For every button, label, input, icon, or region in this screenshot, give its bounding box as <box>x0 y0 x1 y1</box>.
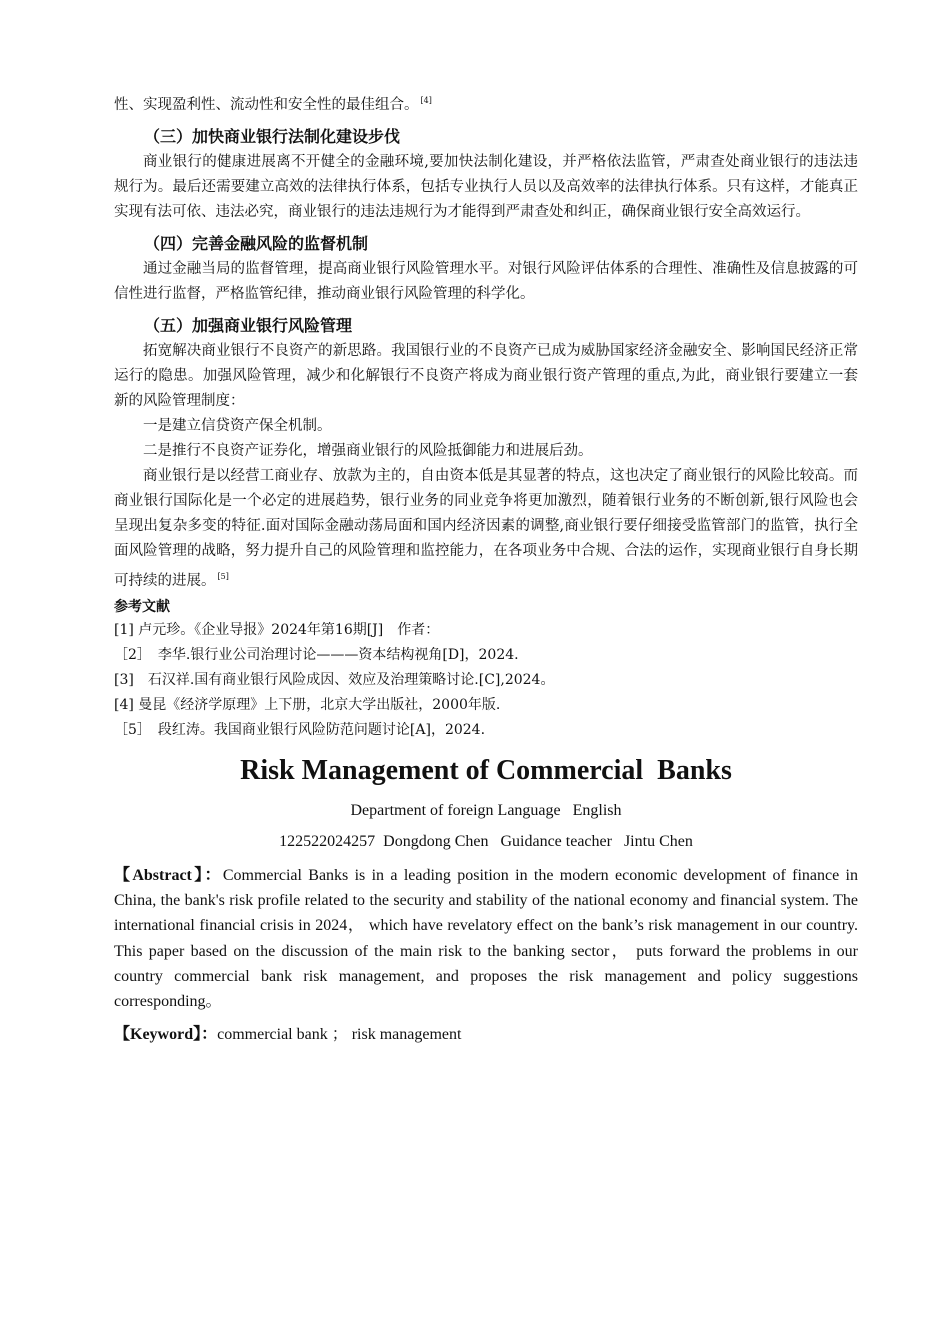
citation-5: [5] <box>217 572 229 581</box>
reference-item: [3] 石汉祥.国有商业银行风险成因、效应及治理策略讨论.[C],2024。 <box>114 672 555 688</box>
section-5-paragraph-4 <box>114 464 858 594</box>
reference-item: [1] 卢元珍。《企业导报》2024年第16期[J] 作者： <box>114 622 440 638</box>
abstract-label: 【Abstract】： <box>114 867 223 884</box>
continuation-text: 性、实现盈利性、流动性和安全性的最佳组合。 <box>114 97 419 113</box>
english-title: Risk Management of Commercial Banks <box>240 755 732 786</box>
section-3-heading: （三）加快商业银行法制化建设步伐 <box>144 127 401 146</box>
section-5-final-text: 商业银行是以经营工商业存、放款为主的，自由资本低是其显著的特点，这也决定了商业银行的风险比较高。而商业银行国际化是一个必定的进展趋势，银行业务的同业竞争将更加激烈，随着银行业务的不断创新,银行风险也会呈现出复杂多变的特征.面对国际金融动荡局面和国内经济因素的调整,商业银行要仔细接受监管部门的监管，执行全面风险管理的战略，努力提升自己的风险管理和监控能力，在各项业务中合规、合法的运作，实现商业银行自身长期可持续的进展。 <box>114 468 858 589</box>
section-5-paragraph-2: 一是建立信贷资产保全机制。 <box>143 418 332 434</box>
reference-item: ［5］ 段红涛。我国商业银行风险防范问题讨论[A]，2024. <box>114 722 486 738</box>
continuation-line <box>114 88 858 118</box>
reference-item: ［2］ 李华.银行业公司治理讨论———资本结构视角[D]，2024. <box>114 647 519 663</box>
references-title: 参考文献 <box>114 599 170 615</box>
abstract <box>114 863 858 1014</box>
keyword-label: 【Keyword】： <box>114 1026 218 1044</box>
author-line: 122522024257 Dongdong Chen Guidance teacher Jintu Chen <box>279 833 693 850</box>
reference-item: [4] 曼昆《经济学原理》上下册，北京大学出版社，2000年版. <box>114 697 501 713</box>
keyword-text: commercial bank ； risk management <box>217 1026 462 1044</box>
section-5-paragraph-1: 拓宽解决商业银行不良资产的新思路。我国银行业的不良资产已成为威胁国家经济金融安全、影响国民经济正常运行的隐患。加强风险管理，减少和化解银行不良资产将成为商业银行资产管理的重点,为此，商业银行要建立一套新的风险管理制度： <box>114 343 858 409</box>
section-4-heading: （四）完善金融风险的监督机制 <box>144 234 369 253</box>
department-line: Department of foreign Language English <box>350 802 622 819</box>
citation-4: [4] <box>420 96 432 105</box>
section-3-paragraph: 商业银行的健康进展离不开健全的金融环境,要加快法制化建设，并严格依法监管，严肃查处商业银行的违法违规行为。最后还需要建立高效的法律执行体系，包括专业执行人员以及高效率的法律执行体系。只有这样，才能真正实现有法可依、违法必究，商业银行的违法违规行为才能得到严肃查处和纠正，确保商业银行安全高效运行。 <box>114 154 858 220</box>
document-page <box>114 88 858 1047</box>
section-5-paragraph-3: 二是推行不良资产证券化，增强商业银行的风险抵御能力和进展后劲。 <box>143 443 593 459</box>
abstract-text: Commercial Banks is in a leading position in the modern economic development of finance in China, the bank's risk profile related to the security and stability of the national economy and financial system. The international financial crisis in 2024， which have revelatory effect on the bank’s risk management in our country. This paper based on the discussion of the main risk to the banking sector， puts forward the problems in our country commercial bank risk management, and proposes the risk management and policy suggestions corresponding。 <box>114 867 858 1011</box>
section-4-paragraph: 通过金融当局的监督管理，提高商业银行风险管理水平。对银行风险评估体系的合理性、准确性及信息披露的可信性进行监督，严格监管纪律，推动商业银行风险管理的科学化。 <box>114 261 858 302</box>
keywords <box>114 1022 858 1047</box>
section-5-heading: （五）加强商业银行风险管理 <box>144 316 353 335</box>
